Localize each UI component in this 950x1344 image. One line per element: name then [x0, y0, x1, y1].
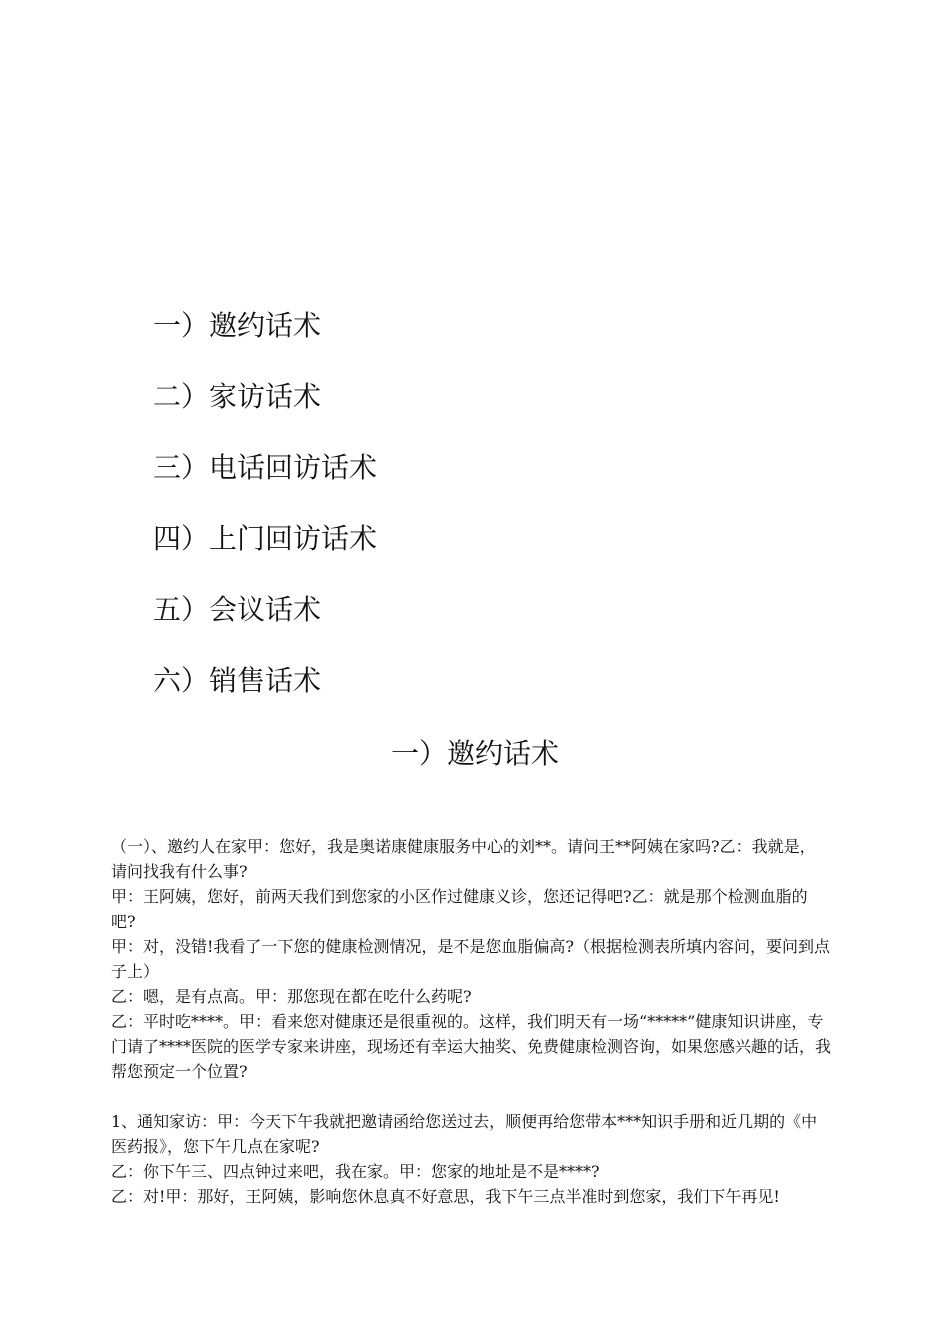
toc-item: 二）家访话术 [153, 380, 322, 413]
dialogue-paragraph: 甲：王阿姨，您好，前两天我们到您家的小区作过健康义诊，您还记得吧?乙：就是那个检测血脂的吧? [111, 887, 808, 931]
section-title: 一）邀约话术 [390, 737, 559, 770]
toc-item: 一）邀约话术 [153, 309, 322, 342]
dialogue-paragraph: 甲：对，没错!我看了一下您的健康检测情况，是不是您血脂偏高?（根据检测表所填内容问，要问到点子上） [111, 937, 831, 981]
dialogue-paragraph: 乙：嗯，是有点高。甲：那您现在都在吃什么药呢? [111, 987, 472, 1006]
dialogue-paragraph: 乙：对!甲：那好，王阿姨，影响您休息真不好意思，我下午三点半准时到您家，我们下午再见! [111, 1187, 780, 1206]
paragraph-gap [111, 1084, 831, 1109]
toc-item: 四）上门回访话术 [153, 522, 378, 555]
dialogue-paragraph: 乙：平时吃****。甲：看来您对健康还是很重视的。这样，我们明天有一场“*****”健康知识讲座，专门请了****医院的医学专家来讲座，现场还有幸运大抽奖、免费健康检测咨询，如果您感兴趣的话，我帮您预定一个位置? [111, 1012, 832, 1081]
table-of-contents [153, 306, 377, 732]
toc-item: 三）电话回访话术 [153, 451, 378, 484]
toc-item: 六）销售话术 [153, 664, 322, 697]
dialogue-paragraph: （一）、邀约人在家甲：您好，我是奥诺康健康服务中心的刘**。请问王**阿姨在家吗?乙：我就是，请问找我有什么事? [111, 837, 816, 881]
body-text [111, 834, 831, 1209]
dialogue-paragraph: 1、通知家访：甲：今天下午我就把邀请函给您送过去，顺便再给您带本***知识手册和近几期的《中医药报》，您下午几点在家呢? [111, 1112, 818, 1156]
toc-item: 五）会议话术 [153, 593, 322, 626]
dialogue-paragraph: 乙：你下午三、四点钟过来吧，我在家。甲：您家的地址是不是****? [111, 1162, 600, 1181]
